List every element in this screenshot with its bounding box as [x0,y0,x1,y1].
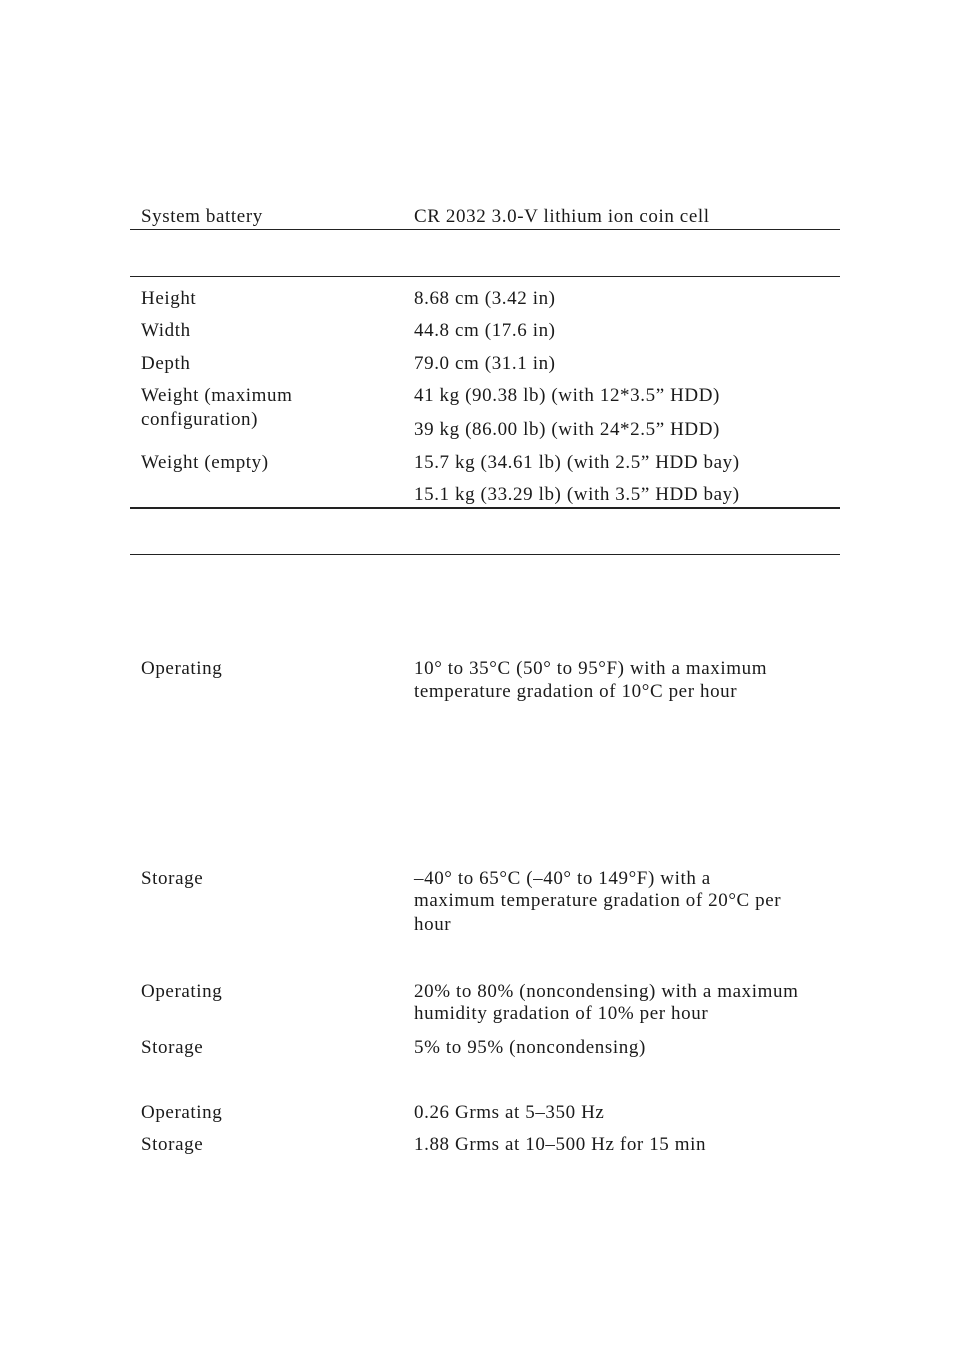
height-label: Height [141,288,197,309]
battery-value: CR 2032 3.0-V lithium ion coin cell [414,206,710,227]
humidity-operating-value-line1: 20% to 80% (noncondensing) with a maximum [414,981,799,1002]
temperature-operating-value-line2: temperature gradation of 10°C per hour [414,681,738,702]
humidity-storage-label: Storage [141,1037,204,1058]
weight-empty-value-25bay: 15.7 kg (34.61 lb) (with 2.5” HDD bay) [414,452,740,473]
temperature-storage-value-line1: –40° to 65°C (–40° to 149°F) with a [414,868,711,889]
width-value: 44.8 cm (17.6 in) [414,320,556,341]
physical-bottom-divider [130,507,840,509]
width-label: Width [141,320,191,341]
battery-label: System battery [141,206,263,227]
temperature-operating-label: Operating [141,658,223,679]
depth-label: Depth [141,353,191,374]
depth-value: 79.0 cm (31.1 in) [414,353,556,374]
humidity-storage-value: 5% to 95% (noncondensing) [414,1037,646,1058]
temperature-storage-label: Storage [141,868,204,889]
vibration-storage-value: 1.88 Grms at 10–500 Hz for 15 min [414,1134,707,1155]
weight-empty-value-35bay: 15.1 kg (33.29 lb) (with 3.5” HDD bay) [414,484,740,505]
humidity-operating-label: Operating [141,981,223,1002]
weight-max-label-line2: configuration) [141,409,259,430]
temperature-operating-value-line1: 10° to 35°C (50° to 95°F) with a maximum [414,658,768,679]
weight-max-label-line1: Weight (maximum [141,385,293,406]
physical-top-divider [130,276,840,277]
vibration-operating-label: Operating [141,1102,223,1123]
environmental-divider [130,554,840,555]
humidity-operating-value-line2: humidity gradation of 10% per hour [414,1003,709,1024]
temperature-storage-value-line2: maximum temperature gradation of 20°C per [414,890,782,911]
vibration-operating-value: 0.26 Grms at 5–350 Hz [414,1102,605,1123]
weight-max-value-12hdd: 41 kg (90.38 lb) (with 12*3.5” HDD) [414,385,720,406]
weight-max-value-24hdd: 39 kg (86.00 lb) (with 24*2.5” HDD) [414,419,720,440]
battery-divider [130,229,840,230]
temperature-storage-value-line3: hour [414,914,452,935]
height-value: 8.68 cm (3.42 in) [414,288,556,309]
vibration-storage-label: Storage [141,1134,204,1155]
weight-empty-label: Weight (empty) [141,452,269,473]
